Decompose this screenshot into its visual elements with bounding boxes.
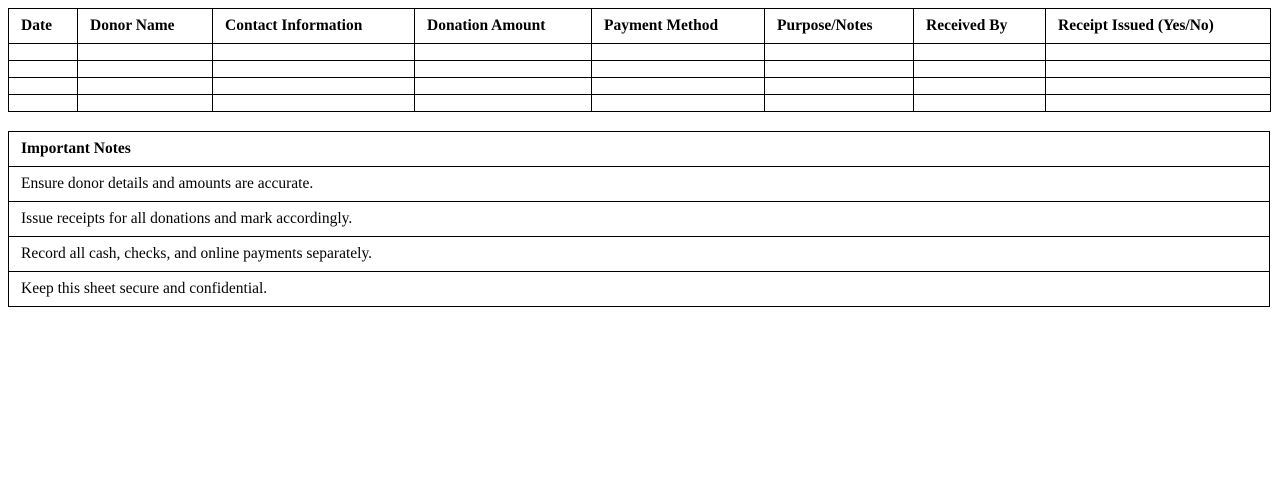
column-header-donation-amount: Donation Amount (415, 9, 592, 44)
table-cell[interactable] (9, 61, 78, 78)
table-cell[interactable] (1046, 95, 1271, 112)
table-row (9, 61, 1271, 78)
table-cell[interactable] (1046, 44, 1271, 61)
document-page (8, 8, 1270, 307)
note-row (9, 167, 1270, 202)
table-cell[interactable] (765, 61, 914, 78)
note-row (9, 272, 1270, 307)
table-row (9, 95, 1271, 112)
table-cell[interactable] (415, 44, 592, 61)
column-header-date: Date (9, 9, 78, 44)
table-cell[interactable] (213, 44, 415, 61)
table-cell[interactable] (914, 44, 1046, 61)
column-header-received-by: Received By (914, 9, 1046, 44)
table-cell[interactable] (914, 61, 1046, 78)
table-cell[interactable] (592, 95, 765, 112)
table-cell[interactable] (592, 44, 765, 61)
table-cell[interactable] (78, 78, 213, 95)
note-item: Ensure donor details and amounts are accurate. (9, 167, 1270, 202)
table-cell[interactable] (765, 95, 914, 112)
note-item: Issue receipts for all donations and mark accordingly. (9, 202, 1270, 237)
table-cell[interactable] (415, 78, 592, 95)
table-cell[interactable] (9, 44, 78, 61)
important-notes-table (8, 131, 1270, 307)
note-row (9, 202, 1270, 237)
notes-header-row (9, 132, 1270, 167)
column-header-receipt-issued: Receipt Issued (Yes/No) (1046, 9, 1271, 44)
column-header-contact-information: Contact Information (213, 9, 415, 44)
table-cell[interactable] (78, 44, 213, 61)
table-cell[interactable] (9, 78, 78, 95)
table-cell[interactable] (914, 95, 1046, 112)
table-cell[interactable] (1046, 78, 1271, 95)
table-cell[interactable] (415, 95, 592, 112)
table-cell[interactable] (592, 78, 765, 95)
table-cell[interactable] (914, 78, 1046, 95)
table-cell[interactable] (213, 95, 415, 112)
table-cell[interactable] (765, 44, 914, 61)
table-cell[interactable] (1046, 61, 1271, 78)
column-header-donor-name: Donor Name (78, 9, 213, 44)
notes-title: Important Notes (9, 132, 1270, 167)
donation-log-table (8, 8, 1271, 112)
table-row (9, 78, 1271, 95)
column-header-payment-method: Payment Method (592, 9, 765, 44)
table-cell[interactable] (213, 61, 415, 78)
table-cell[interactable] (765, 78, 914, 95)
table-cell[interactable] (415, 61, 592, 78)
table-cell[interactable] (9, 95, 78, 112)
note-row (9, 237, 1270, 272)
table-cell[interactable] (213, 78, 415, 95)
note-item: Keep this sheet secure and confidential. (9, 272, 1270, 307)
table-cell[interactable] (78, 95, 213, 112)
table-cell[interactable] (78, 61, 213, 78)
table-cell[interactable] (592, 61, 765, 78)
table-row (9, 44, 1271, 61)
column-header-purpose-notes: Purpose/Notes (765, 9, 914, 44)
note-item: Record all cash, checks, and online payments separately. (9, 237, 1270, 272)
table-header-row (9, 9, 1271, 44)
